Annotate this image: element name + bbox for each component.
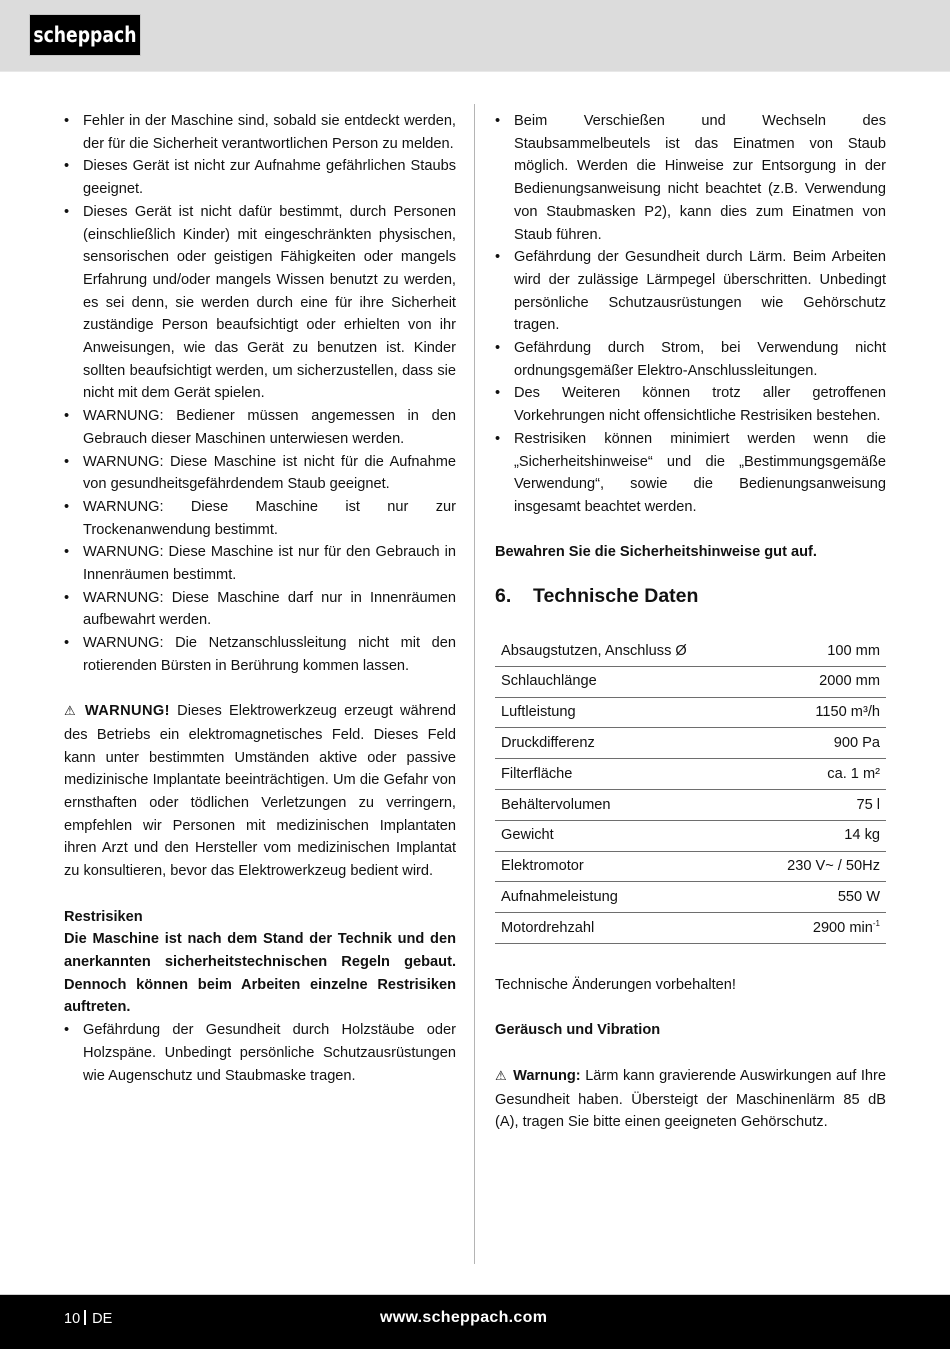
table-row: [495, 666, 886, 697]
section-number: 6.: [495, 585, 512, 608]
bullet-icon: •: [64, 635, 70, 652]
table-row: [495, 728, 886, 759]
residual-risks-list: [64, 1019, 456, 1087]
spec-value: 2900 $\min^{-1}$: [750, 913, 886, 944]
bullet-icon: •: [64, 203, 70, 220]
bullet-icon: •: [495, 385, 501, 402]
list-item: • WARNUNG: Die Netzanschlussleitung nicht mit den rotierenden Bürsten in Berührung kommen lassen.: [64, 632, 456, 677]
logo-text: scheppach: [33, 22, 137, 47]
technical-changes-note: Technische Änderungen vorbehalten!: [495, 977, 736, 994]
noise-warning-paragraph: [495, 1065, 886, 1134]
list-item: • Dieses Gerät ist nicht dafür bestimmt, durch Personen (einschließlich Kinder) mit eingeschränkten physischen, sensorischen oder geistigen Fähigkeiten oder mangels Erfahrung und/oder mangels Wissen benutzt zu werden, es sei denn, sie werden durch eine für ihre Sicherheit zuständige Person beaufsichtigt oder erhielten von ihr Anweisungen, wie das Gerät zu benutzen ist. Kinder sollten beaufsichtigt werden, um sicherzustellen, dass sie nicht mit dem Gerät spielen.: [64, 201, 456, 405]
residual-risks-continued-list: [495, 110, 886, 519]
table-row: [495, 882, 886, 913]
language-code: DE: [92, 1311, 113, 1327]
spec-label: Luftleistung: [495, 697, 750, 728]
table-row: [495, 790, 886, 821]
warning-label: Warnung:: [513, 1067, 581, 1084]
table-row: [495, 913, 886, 944]
list-item: • WARNUNG: Diese Maschine ist nur für den Gebrauch in Innenräumen bestimmt.: [64, 541, 456, 586]
spec-value: 14 kg: [750, 820, 886, 851]
emf-warning-paragraph: [64, 700, 456, 883]
warning-label: WARNUNG!: [84, 703, 170, 720]
spec-label: Filterfläche: [495, 759, 750, 790]
bullet-icon: •: [64, 1022, 70, 1039]
spec-value: ca. 1 m²: [750, 759, 886, 790]
bullet-icon: •: [64, 498, 70, 515]
section-title: Technische Daten: [533, 585, 699, 608]
section-heading: [495, 584, 886, 608]
spec-value: 75 l: [750, 790, 886, 821]
bullet-icon: •: [64, 408, 70, 425]
spec-label: Aufnahmeleistung: [495, 882, 750, 913]
spec-label: Gewicht: [495, 820, 750, 851]
spec-value: 550 W: [750, 882, 886, 913]
spec-value: 230 V~ / 50Hz: [750, 851, 886, 882]
keep-instructions-note: Bewahren Sie die Sicherheitshinweise gut auf.: [495, 544, 817, 561]
separator-bar: [84, 1310, 86, 1325]
bullet-icon: •: [495, 113, 501, 129]
table-row: [495, 636, 886, 666]
warning-triangle-icon: ⚠: [495, 1068, 508, 1084]
technical-data-table: [495, 636, 886, 944]
bullet-icon: •: [495, 430, 501, 447]
bullet-icon: •: [495, 340, 501, 357]
table-row: [495, 759, 886, 790]
website-link[interactable]: www.scheppach.com: [380, 1309, 548, 1326]
list-item: • Fehler in der Maschine sind, sobald sie entdeckt werden, der für die Sicherheit verantwortlichen Person zu melden.: [64, 110, 456, 155]
spec-label: Behältervolumen: [495, 790, 750, 821]
table-row: [495, 697, 886, 728]
warning-text: Lärm kann gravierende Auswirkungen auf Ihre Gesundheit haben. Übersteigt der Maschinenlärm 85 dB (A), tragen Sie bitte einen geeigneten Gehörschutz.: [495, 1067, 887, 1131]
safety-bullet-list: [64, 110, 456, 678]
list-item: • Restrisiken können minimiert werden wenn die „Sicherheitshinweise“ und die „Bestimmungsgemäße Verwendung“, sowie die Bedienungsanweisung insgesamt beachtet werden.: [495, 428, 886, 519]
spec-value: 100 mm: [750, 636, 886, 666]
list-item: • WARNUNG: Diese Maschine ist nicht für die Aufnahme von gesundheitsgefährdendem Staub geeignet.: [64, 451, 456, 496]
bullet-icon: •: [64, 113, 70, 129]
list-item: • WARNUNG: Bediener müssen angemessen in den Gebrauch dieser Maschinen unterwiesen werden.: [64, 405, 456, 450]
list-item: • Des Weiteren können trotz aller getroffenen Vorkehrungen nicht offensichtliche Restrisiken bestehen.: [495, 382, 886, 427]
spec-value: 900 Pa: [750, 728, 886, 759]
spec-value: 1150 m³/h: [750, 697, 886, 728]
spec-label: Schlauchlänge: [495, 666, 750, 697]
spec-label: Elektromotor: [495, 851, 750, 882]
spec-value: 2000 mm: [750, 666, 886, 697]
residual-risks-heading: Restrisiken: [64, 908, 143, 925]
table-row: [495, 820, 886, 851]
list-item: • WARNUNG: Diese Maschine ist nur zur Trockenanwendung bestimmt.: [64, 496, 456, 541]
bullet-icon: •: [495, 249, 501, 266]
list-item: • Gefährdung der Gesundheit durch Holzstäube oder Holzspäne. Unbedingt persönliche Schutzausrüstungen wie Augenschutz und Staubmaske tragen.: [64, 1019, 456, 1087]
residual-risks-intro: Die Maschine ist nach dem Stand der Technik und den anerkannten sicherheitstechnischen Regeln gebaut. Dennoch können beim Arbeiten einzelne Restrisiken auftreten.: [64, 931, 456, 1016]
bullet-icon: •: [64, 453, 70, 470]
list-item: • Gefährdung der Gesundheit durch Lärm. Beim Arbeiten wird der zulässige Lärmpegel überschritten. Unbedingt persönliche Schutzausrüstungen wie Gehörschutz tragen.: [495, 246, 886, 337]
page-number: 10: [64, 1311, 81, 1327]
column-divider: [474, 104, 475, 1264]
noise-vibration-heading: Geräusch und Vibration: [495, 1022, 661, 1039]
spec-label: Motordrehzahl: [495, 913, 750, 944]
list-item: • Gefährdung durch Strom, bei Verwendung nicht ordnungsgemäßer Elektro-Anschlussleitungen.: [495, 337, 886, 382]
page-indicator: [64, 1310, 112, 1327]
left-column: [64, 110, 456, 1087]
right-column: [495, 110, 886, 1134]
bullet-icon: •: [64, 589, 70, 606]
spec-label: Absaugstutzen, Anschluss Ø: [495, 636, 750, 666]
spec-label: Druckdifferenz: [495, 728, 750, 759]
page-header: [0, 0, 950, 72]
page-footer: [0, 1294, 950, 1349]
bullet-icon: •: [64, 158, 70, 175]
exponent: -1: [872, 918, 880, 928]
list-item: • WARNUNG: Diese Maschine darf nur in Innenräumen aufbewahrt werden.: [64, 587, 456, 632]
scheppach-logo: [30, 15, 140, 55]
list-item: • Dieses Gerät ist nicht zur Aufnahme gefährlichen Staubs geeignet.: [64, 155, 456, 200]
warning-triangle-icon: ⚠: [64, 704, 79, 720]
bullet-icon: •: [64, 544, 70, 561]
table-row: [495, 851, 886, 882]
list-item: • Beim Verschießen und Wechseln des Staubsammelbeutels ist das Einatmen von Staub möglich. Werden die Hinweise zur Entsorgung in der Bedienungsanweisung nicht beachtet (z.B. Verwendung von Staubmasken P2), kann dies zum Einatmen von Staub führen.: [495, 110, 886, 246]
warning-text: Dieses Elektrowerkzeug erzeugt während des Betriebs ein elektromagnetisches Feld. Dieses Feld kann unter bestimmten Umständen aktive oder passive medizinische Implantate beeinträchtigen. Um die Gefahr von ernsthaften oder tödlichen Verletzungen zu verringern, empfehlen wir Personen mit medizinischen Implantaten ihren Arzt und den Hersteller vom medizinischen Implantat zu konsultieren, bevor das Elektrowerkzeug bedient wird.: [64, 703, 456, 880]
